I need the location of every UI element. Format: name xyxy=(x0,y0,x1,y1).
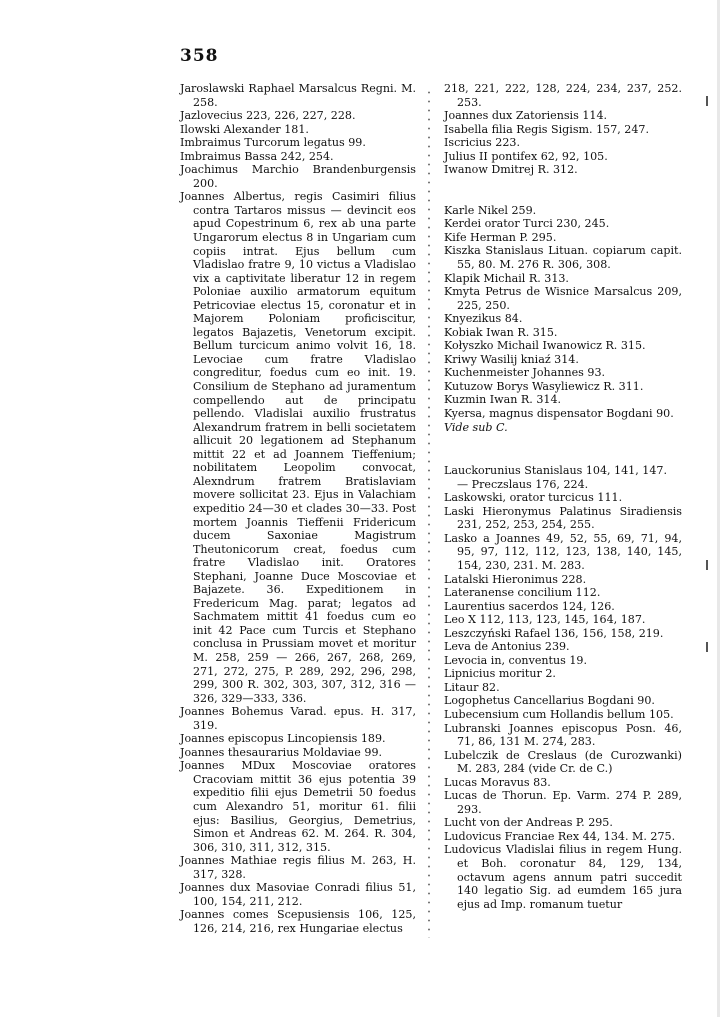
index-entry: Ilowski Alexander 181. xyxy=(180,122,309,136)
cross-reference: Vide sub C. xyxy=(444,420,508,434)
index-entry: Ludovicus Vladislai filius in regem Hung. et Boh. coronatur 84, 129, 134, octavum agens annum patri succedit 140 legatio Sig. ad eumdem 165 jura ejus ad Imp. romanum tuetur xyxy=(444,843,682,911)
index-entry: Lipnicius moritur 2. xyxy=(444,667,556,681)
column-divider xyxy=(425,88,433,938)
index-entry: Laurentius sacerdos 124, 126. xyxy=(444,599,615,613)
index-entry: Lauckorunius Stanislaus 104, 141, 147. xyxy=(444,464,667,478)
index-entry: Lucas Moravus 83. xyxy=(444,775,551,789)
index-entry: Kuchenmeister Johannes 93. xyxy=(444,366,606,380)
index-entry: Karle Nikel 259. xyxy=(444,203,537,217)
index-entry: Litaur 82. xyxy=(444,680,500,694)
margin-mark xyxy=(706,96,708,106)
section-gap xyxy=(444,434,682,464)
index-entry: Levocia in, conventus 19. xyxy=(444,653,588,667)
index-entry: Laskowski, orator turcicus 111. xyxy=(444,491,623,505)
index-group-j xyxy=(444,82,682,177)
index-entry: Kobiak Iwan R. 315. xyxy=(444,325,558,339)
section-gap xyxy=(444,177,682,204)
index-entry: Kmyta Petrus de Wisnice Marsalcus 209, 225, 250. xyxy=(444,285,682,312)
index-entry: Kife Herman P. 295. xyxy=(444,230,557,244)
index-entry: Joannes Albertus, regis Casimiri filius contra Tartaros missus — devincit eos apud Copestrinum 6, rex ab una parte Ungarorum electus 8 in Ungariam cum copiis intrat. Ejus bellum cum Vladislao fratre 9, 10 victus a Vladislao vix a captivitate liberatur 12 in regem Poloniae auxilio armatorum equitum Petricoviae electus 15, coronatur et in Majorem Poloniam proficiscitur, legatos Bajazetis, Venetorum excipit. Bellum turcicum animo volvit 16, 18. Levociae cum fratre Vladislao congreditur, foedus cum eo init. 19. Consilium de Stephano ad juramentum compellendo aut de principatu pellendo. Vladislai auxilio frustratus Alexandrum fratrem in belli societatem allicuit 20 legationem ad Stephanum mittit 22 et ad Joannem Tieffenium; nobilitatem Leopolim convocat, Alexndrum fratrem Bratislaviam movere sollicitat 23. Ejus in Valachiam expeditio 24—30 et clades 30—33. Post mortem Joannis Tieffenii Fridericum ducem Saxoniae Magistrum Theutonicorum creat, foedus cum fratre Vladislao init. Oratores Stephani, Joanne Duce Moscoviae et Bajazete. 36. Expeditionem in Fredericum Mag. parat; legatos ad Sachmatem mittit 41 foedus cum eo init 42 Pace cum Turcis et Stephano conclusa in Prussiam movet et moritur M. 258, 259 — 266, 267, 268, 269, 271, 272, 275, P. 289, 292, 296, 298, 299, 300 R. 302, 303, 307, 312, 316 — 326, 329—333, 336. xyxy=(180,190,416,705)
index-entry: Leo X 112, 113, 123, 145, 164, 187. xyxy=(444,613,646,627)
index-entry: Kuzmin Iwan R. 314. xyxy=(444,393,562,407)
index-entry: Lasko a Joannes 49, 52, 55, 69, 71, 94, 95, 97, 112, 112, 123, 138, 140, 145, 154, 230, 231. M. 283. xyxy=(444,531,682,572)
index-entry: Lubecensium cum Hollandis bellum 105. xyxy=(444,707,674,721)
index-entry: Joannes episcopus Lincopiensis 189. xyxy=(180,732,386,746)
index-entry: Latalski Hieronimus 228. xyxy=(444,572,587,586)
index-entry: Logophetus Cancellarius Bogdani 90. xyxy=(444,694,655,708)
index-entry: Kołyszko Michail Iwanowicz R. 315. xyxy=(444,339,646,353)
index-entry: Klapik Michail R. 313. xyxy=(444,271,569,285)
index-group-l xyxy=(444,464,682,911)
index-entry: Lubelczik de Creslaus (de Curozwanki) M. 283, 284 (vide Cr. de C.) xyxy=(444,748,682,776)
index-entry: Lucht von der Andreas P. 295. xyxy=(444,816,613,830)
index-entry: Knyezikus 84. xyxy=(444,312,523,326)
index-entry: Leszczyński Rafael 136, 156, 158, 219. xyxy=(444,626,664,640)
index-entry: Joannes thesaurarius Moldaviae 99. xyxy=(180,745,383,759)
index-entry: Joannes MDux Moscoviae oratores Cracoviam mittit 36 ejus potentia 39 expeditio filii ejus Demetrii 50 foedus cum Alexandro 51, moritur 61. filii ejus: Basilius, Georgius, Demetrius, Simon et Andreas 62. M. 264. R. 304, 306, 310, 311, 312, 315. xyxy=(180,759,416,854)
index-entry: Jazlovecius 223, 226, 227, 228. xyxy=(180,109,356,123)
index-entry: Isabella filia Regis Sigism. 157, 247. xyxy=(444,122,650,136)
index-entry: Kerdei orator Turci 230, 245. xyxy=(444,217,610,231)
index-entry: Julius II pontifex 62, 92, 105. xyxy=(444,149,608,163)
index-entry: Kriwy Wasilij kniaź 314. xyxy=(444,352,579,366)
index-entry: Iwanow Dmitrej R. 312. xyxy=(444,163,578,177)
index-entry: Joannes dux Masoviae Conradi filius 51, 100, 154, 211, 212. xyxy=(180,881,416,908)
index-entry: Iscricius 223. xyxy=(444,136,520,150)
index-entry: Ludovicus Franciae Rex 44, 134. M. 275. xyxy=(444,829,676,843)
page-number: 358 xyxy=(180,46,219,66)
index-entry: Kiszka Stanislaus Lituan. copiarum capit. 55, 80. M. 276 R. 306, 308. xyxy=(444,244,682,272)
index-group-k xyxy=(444,204,682,434)
right-column xyxy=(444,82,682,911)
index-entry: Lucas de Thorun. Ep. Varm. 274 P. 289, 293. xyxy=(444,789,682,816)
index-entry: Kutuzow Borys Wasyliewicz R. 311. xyxy=(444,379,644,393)
index-entry: Joannes Mathiae regis filius M. 263, H. 317, 328. xyxy=(180,854,416,881)
index-entry: — Preczslaus 176, 224. xyxy=(457,477,589,491)
left-column xyxy=(180,82,416,935)
index-entry: Lubranski Joannes episcopus Posn. 46, 71, 86, 131 M. 274, 283. xyxy=(444,721,682,749)
index-entry: Leva de Antonius 239. xyxy=(444,640,570,654)
index-entry: Joannes dux Zatoriensis 114. xyxy=(444,109,608,123)
index-entry: Kyersa, magnus dispensator Bogdani 90. xyxy=(444,407,674,421)
index-entry: Imbraimus Turcorum legatus 99. xyxy=(180,136,366,150)
index-entry: Imbraimus Bassa 242, 254. xyxy=(180,149,334,163)
margin-mark xyxy=(706,642,708,652)
index-entry: Jaroslawski Raphael Marsalcus Regni. M. 258. xyxy=(180,82,416,109)
index-entry: Joannes Bohemus Varad. epus. H. 317, 319. xyxy=(180,705,416,732)
index-entry: Lateranense concilium 112. xyxy=(444,586,601,600)
margin-mark xyxy=(706,560,708,570)
index-entry: 218, 221, 222, 128, 224, 234, 237, 252. 253. xyxy=(444,82,682,109)
index-entry: Laski Hieronymus Palatinus Siradiensis 231, 252, 253, 254, 255. xyxy=(444,504,682,532)
index-entry: Joannes comes Scepusiensis 106, 125, 126, 214, 216, rex Hungariae electus xyxy=(180,908,416,935)
index-entry: Joachimus Marchio Brandenburgensis 200. xyxy=(180,163,416,190)
